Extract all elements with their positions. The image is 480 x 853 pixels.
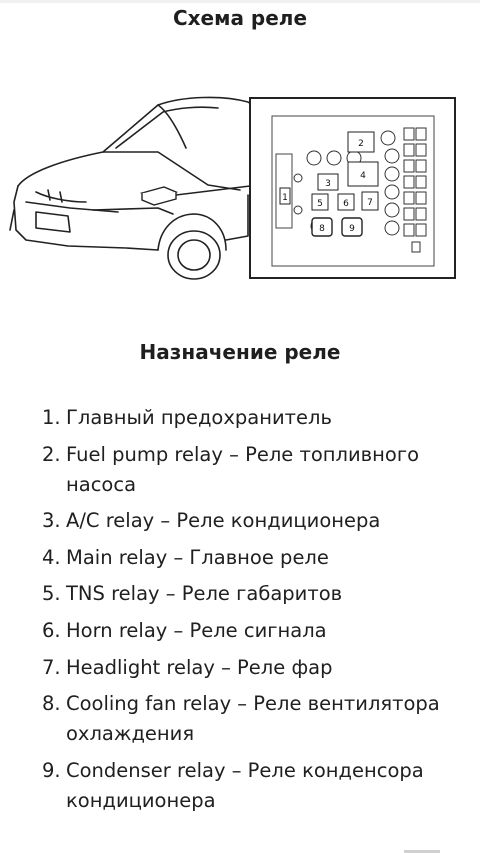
item-text: Cooling fan relay – Реле вентилятора охлаждения [66, 692, 440, 746]
relay-label-2: 2 [358, 139, 364, 149]
relay-label-1: 1 [282, 193, 288, 203]
item-number: 8. [42, 692, 61, 716]
list-item [42, 579, 462, 609]
item-text: Headlight relay – Реле фар [66, 655, 333, 679]
list-item [42, 653, 462, 683]
relay-label-7: 7 [367, 198, 373, 208]
list-item [42, 689, 462, 749]
list-item [42, 616, 462, 646]
item-number: 2. [42, 442, 61, 466]
fuse-box-on-car-icon [142, 187, 176, 205]
item-number: 6. [42, 618, 61, 642]
relay-diagram-figure [8, 90, 474, 290]
item-number: 4. [42, 545, 61, 569]
list-item [42, 543, 462, 573]
item-number: 3. [42, 509, 61, 533]
list-item [42, 403, 462, 433]
list-item [42, 440, 462, 500]
item-text: Horn relay – Реле сигнала [66, 618, 327, 642]
item-text: Главный предохранитель [66, 406, 332, 429]
relay-label-9: 9 [349, 224, 355, 234]
car-illustration [10, 97, 263, 279]
relay-label-6: 6 [343, 199, 349, 209]
item-text: Main relay – Главное реле [66, 545, 329, 569]
item-number: 9. [42, 758, 61, 782]
item-number: 7. [42, 655, 61, 679]
relay-label-5: 5 [317, 199, 323, 209]
relay-list [42, 403, 462, 822]
list-item [42, 506, 462, 536]
relay-label-4: 4 [360, 171, 366, 181]
section-title: Назначение реле [139, 340, 341, 364]
page-title: Схема реле [172, 6, 308, 30]
top-divider [0, 0, 480, 3]
list-item [42, 756, 462, 816]
item-number: 1. [42, 406, 61, 429]
item-text: Fuel pump relay – Реле топливного насоса [66, 442, 420, 496]
item-text: A/C relay – Реле кондиционера [66, 509, 381, 533]
relay-label-3: 3 [325, 179, 331, 189]
relay-label-8: 8 [319, 224, 325, 234]
item-text: TNS relay – Реле габаритов [66, 582, 343, 606]
item-text: Condenser relay – Реле конденсора кондиционера [66, 758, 424, 812]
item-number: 5. [42, 582, 61, 606]
